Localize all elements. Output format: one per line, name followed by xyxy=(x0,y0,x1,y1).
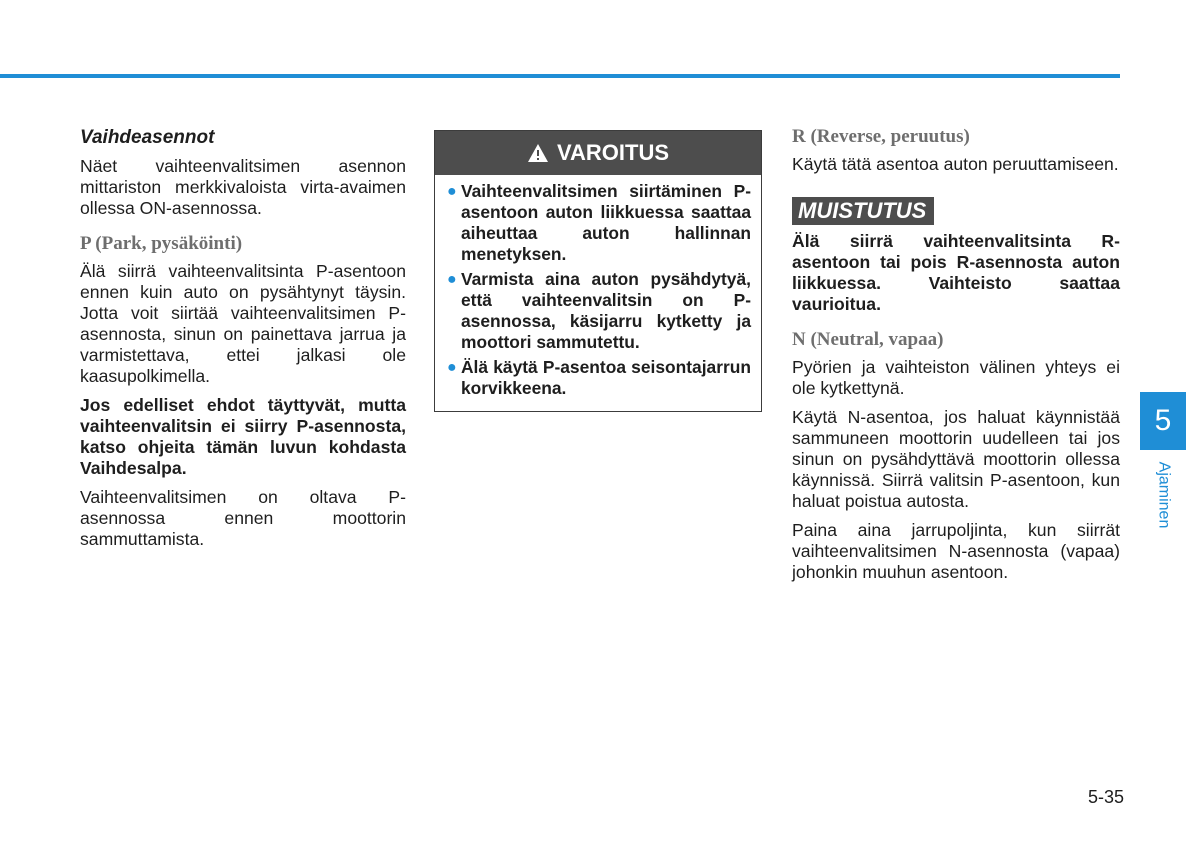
chapter-name-text: Ajaminen xyxy=(1155,461,1173,529)
n-heading: N (Neutral, vapaa) xyxy=(792,329,944,350)
column-middle xyxy=(434,130,762,412)
warning-item xyxy=(447,357,751,399)
warning-triangle-icon xyxy=(527,143,549,163)
note-label: MUISTUTUS xyxy=(792,197,934,225)
p-heading: P (Park, pysäköinti) xyxy=(80,233,243,254)
warning-title: VAROITUS xyxy=(556,140,670,165)
bullet-icon: ● xyxy=(447,271,457,288)
warning-box xyxy=(434,130,762,412)
r-heading: R (Reverse, peruutus) xyxy=(792,126,970,147)
note-paragraph: Älä siirrä vaihteenvalitsinta R-asentoon tai pois R-asennosta auton liikkuessa. Vaihteisto saattaa vaurioitua. xyxy=(792,231,1120,314)
chapter-number-tab: 5 xyxy=(1140,392,1186,450)
warning-header xyxy=(435,131,761,175)
chapter-name-label xyxy=(1148,460,1178,530)
p-bold-paragraph: Jos edelliset ehdot täyttyvät, mutta vaihteenvalitsin ei siirry P-asennosta, katso ohjeita tämän luvun kohdasta Vaihdesalpa. xyxy=(80,395,406,478)
warning-item-text: Varmista aina auton pysähdytyä, että vaihteenvalitsin on P-asennossa, käsijarru kytketty ja moottori sammutettu. xyxy=(461,269,751,352)
column-left xyxy=(80,126,406,558)
r-paragraph: Käytä tätä asentoa auton peruuttamiseen. xyxy=(792,154,1119,174)
warning-item xyxy=(447,269,751,353)
warning-item-text: Vaihteenvalitsimen siirtäminen P-asentoon auton liikkuessa saattaa aiheuttaa auton hallinnan menetyksen. xyxy=(461,181,751,264)
top-accent-rule xyxy=(0,74,1120,78)
intro-paragraph: Näet vaihteenvalitsimen asennon mittariston merkkivaloista virta-avaimen ollessa ON-asennossa. xyxy=(80,156,406,218)
page-number: 5-35 xyxy=(1088,787,1125,807)
warning-item-text: Älä käytä P-asentoa seisontajarrun korvikkeena. xyxy=(461,357,751,398)
n-paragraph-3: Paina aina jarrupoljinta, kun siirrät vaihteenvalitsimen N-asennosta (vapaa) johonkin muuhun asentoon. xyxy=(792,520,1120,582)
warning-body xyxy=(435,175,761,411)
n-paragraph-1: Pyörien ja vaihteiston välinen yhteys ei ole kytkettynä. xyxy=(792,357,1120,398)
column-right xyxy=(792,126,1120,591)
bullet-icon: ● xyxy=(447,183,457,200)
warning-item xyxy=(447,181,751,265)
section-heading: Vaihdeasennot xyxy=(80,127,215,148)
bullet-icon: ● xyxy=(447,359,457,376)
n-paragraph-2: Käytä N-asentoa, jos haluat käynnistää sammuneen moottorin uudelleen tai jos sinun on pysähdyttävä moottorin ollessa käynnissä. Siirrä valitsin P-asentoon, kun haluat poistua autosta. xyxy=(792,407,1120,511)
p-paragraph: Älä siirrä vaihteenvalitsinta P-asentoon ennen kuin auto on pysähtynyt täysin. Jotta voit siirtää vaihteenvalitsimen P-asennosta, sinun on painettava jarrua ja varmistettava, ettei jalkasi ole kaasupolkimella. xyxy=(80,261,406,386)
p-final-paragraph: Vaihteenvalitsimen on oltava P-asennossa ennen moottorin sammuttamista. xyxy=(80,487,406,549)
